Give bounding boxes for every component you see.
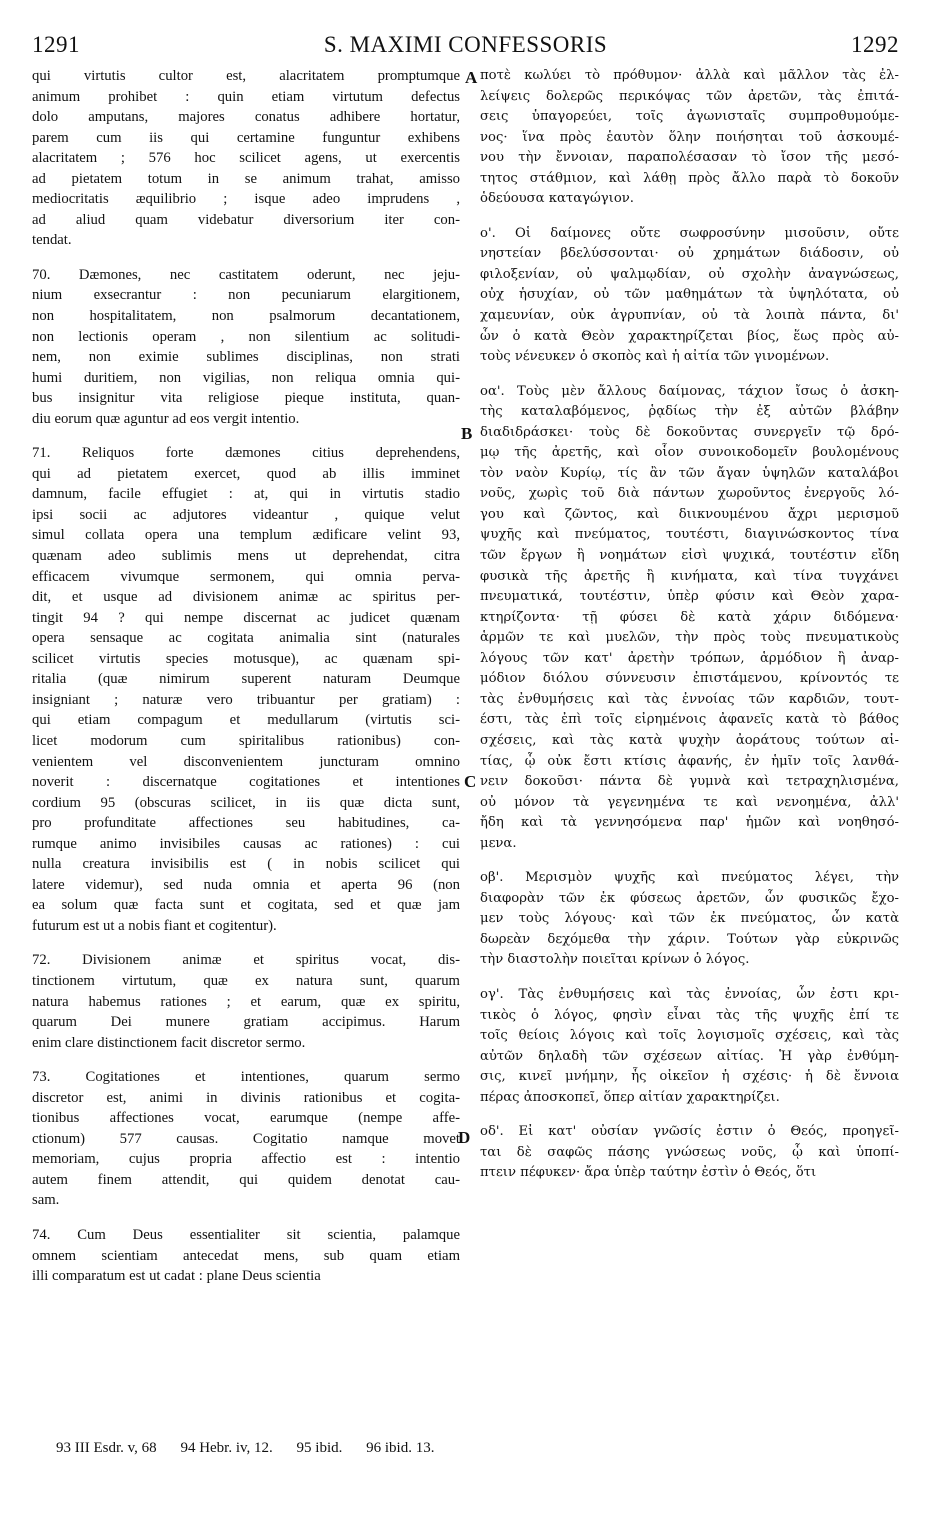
latin-text-line: animum prohibet : quin etiam virtutum defectus xyxy=(32,88,460,105)
greek-text-line: νηστείαν βδελύσσονται· οὐ χρημάτων διάδοσιν, οὐ xyxy=(480,246,899,262)
greek-text-line: τοὺς νένευκεν ὁ σκοπὸς καὶ ἡ αἰτία τῶν γινομένων. xyxy=(480,349,830,365)
latin-text-line: ea solum quæ facta sunt et cogitata, sed et quæ jam xyxy=(32,897,460,914)
latin-paragraph xyxy=(32,443,460,936)
latin-text-line: ipsi socii ac adjutores videantur , quique velut xyxy=(32,506,460,523)
latin-text-line: ctionum) 577 causas. Cogitatio namque movet xyxy=(32,1130,460,1147)
greek-text-line: διαδιδράσκει· τοὺς δὲ δοκοῦντας συνεργεῖν τῷ δρό- xyxy=(480,424,899,440)
greek-text-line: δωρεὰν δεχόμεθα τὴν χάριν. Τούτων γὰρ εὐκρινῶς xyxy=(480,931,899,947)
latin-paragraph xyxy=(32,1225,460,1287)
greek-text-line: ἁρμῶν τε καὶ μυελῶν, τὴν πρὸς τοὺς πνευματικοὺς xyxy=(480,630,899,646)
latin-paragraph xyxy=(32,1067,460,1211)
greek-paragraph xyxy=(480,224,899,368)
latin-text-line: diu eorum quæ aguntur ad eos vergit intentio. xyxy=(32,410,300,427)
latin-text-line: tinctionem virtutum, quæ ex natura sunt, quarum xyxy=(32,972,460,989)
footnote: 94 Hebr. iv, 12. xyxy=(180,1440,273,1456)
margin-letter-a: A xyxy=(465,68,478,87)
latin-text-line: 71. Reliquos forte dæmones citius deprehendens, xyxy=(32,445,460,462)
greek-text-line: ποτὲ κωλύει τὸ πρόθυμον· ἀλλὰ καὶ μᾶλλον τὰς ἐλ- xyxy=(480,68,899,83)
greek-text-line: έστι, τὰς ἐπὶ τοῖς εἰρημένοις ἀφανεῖς κατὰ τὸ βάθος xyxy=(480,712,899,728)
latin-text-line: noverit : discernatque cogitationes et intentiones xyxy=(32,774,460,791)
latin-text-line: qui ad pietatem exercet, quod ab illis imminet xyxy=(32,465,460,482)
greek-text-line: φιλοξενίαν, οὐ ψαλμῳδίαν, οὐ σχολὴν ἀναγνώσεως, xyxy=(480,266,899,282)
latin-text-line: simul collata opera una templum ædificare velint 93, xyxy=(32,527,460,544)
greek-paragraph xyxy=(480,868,899,971)
latin-text-line: 73. Cogitationes et intentiones, quarum sermo xyxy=(32,1069,460,1086)
greek-text-line: τῶν ἔργων ἢ νοημάτων εἰσὶ ψυχικά, τουτέστιν εἴδη xyxy=(480,548,899,564)
latin-text-line: ad pietatem totum in se animum trahat, amisso xyxy=(32,170,460,187)
latin-text-line: dit, et usque ad divisionem animæ ac spiritus per- xyxy=(32,589,460,606)
greek-text-line: ται δὲ σαφῶς πάσης γνώσεως νοῦς, ᾧ καὶ ὑποπί- xyxy=(480,1144,899,1160)
latin-text-line: quarum Dei munere gratiam accipimus. Harum xyxy=(32,1014,460,1031)
greek-text-line: νου τὴν ἔννοιαν, παραπολέσασαν τὸ ἴσον τῆς μεσό- xyxy=(480,150,899,166)
latin-text-line: efficacem vivumque sermonem, qui omnia perva- xyxy=(32,568,460,585)
latin-text-line: licet modorum cum spiritalibus rationibus) con- xyxy=(32,732,460,749)
latin-text-line: opera sensaque ac cogitata animalia sint (naturales xyxy=(32,630,460,647)
greek-paragraph xyxy=(480,382,899,855)
greek-text-line: ἤδη καὶ τὰ γεννησόμενα παρ' ἡμῶν καὶ νοηθησό- xyxy=(480,815,899,831)
greek-text-line: ογ'. Τὰς ἐνθυμήσεις καὶ τὰς ἐννοίας, ὧν ἐστι κρι- xyxy=(480,986,899,1002)
latin-text-line: natura habemus rationes ; et earum, quæ ex spiritu, xyxy=(32,993,460,1010)
latin-text-line: bus insignitur vita religiose pieque instituta, quan- xyxy=(32,390,460,407)
latin-text-line: memoriam, cujus propria affectio est : intentio xyxy=(32,1151,460,1168)
footnote: 96 ibid. 13. xyxy=(366,1440,435,1456)
greek-text-line: χαμευνίαν, οὐκ ἀγρυπνίαν, οὐ τὰ λοιπὰ πάντα, δι' xyxy=(480,308,899,324)
latin-text-line: 70. Dæmones, nec castitatem oderunt, nec jeju- xyxy=(32,266,460,283)
greek-text-line: λείψεις δολερῶς περικόψας τῶν ἀρετῶν, τὰς ἐπιτά- xyxy=(480,88,899,104)
latin-paragraph xyxy=(32,265,460,429)
running-title: S. MAXIMI CONFESSORIS xyxy=(323,32,608,57)
greek-text-line: οβ'. Μερισμὸν ψυχῆς καὶ πνεύματος λέγει, τὴν xyxy=(480,870,899,886)
greek-text-line: τοῖς θείοις λόγοις καὶ τοῖς λογισμοῖς σχέσεις, καὶ τὰς xyxy=(480,1028,899,1044)
greek-text-line: σις, κινεῖ μνήμην, ἧς οἰκεῖον ἡ σχέσις· ἡ δὲ ἔννοια xyxy=(480,1069,899,1085)
latin-text-line: quænam adeo sublimis mens ut deprehendat, citra xyxy=(32,548,460,565)
margin-letter-b: B xyxy=(461,424,473,443)
latin-text-line: non lectionis operam , non silentium ac solitudi- xyxy=(32,328,460,345)
greek-text-line: τίας, ᾧ οὐκ ἔστι κτίσις ἀφανής, ἐν ἡμῖν τοῖς λανθά- xyxy=(480,753,899,769)
greek-text-line: μεν τοὺς λόγους· καὶ τῶν ἐκ πνεύματος, ὧν κατὰ xyxy=(480,911,899,927)
greek-text-line: οδ'. Εἰ κατ' οὐσίαν γνῶσίς ἐστιν ὁ Θεός, προηγεῖ- xyxy=(480,1124,899,1140)
latin-text-line: cordium 95 (obscuras scilicet, in iis quæ dicta sunt, xyxy=(32,794,460,811)
greek-text-line: ψυχῆς καὶ πνεύματος, τουτέστι, διαγινώσκοντος τίνα xyxy=(480,527,899,543)
greek-text-line: ὁδεύουσα καταγώγιον. xyxy=(480,191,634,207)
latin-text-line: tionibus affectiones vocat, earumque (nempe affe- xyxy=(32,1110,460,1127)
latin-text-line: rumque animo invisibiles causas ac rationes) : cui xyxy=(32,835,460,852)
latin-text-line: insigniant ; naturæ vero tribuantur per gratiam) : xyxy=(32,691,460,708)
greek-text-line: σεις ὑπαγορεύει, τοῖς ἀγωνισταῖς συμπροθυμούμε- xyxy=(480,109,899,125)
greek-text-line: νειν δοκοῦσι· πάντα δὲ γυμνὰ καὶ τετραχηλισμένα, xyxy=(480,774,899,790)
greek-paragraph xyxy=(480,985,899,1108)
latin-text-line: autem finem attendit, qui quidem denotat cau- xyxy=(32,1171,460,1188)
margin-letter-d: D xyxy=(458,1128,471,1147)
latin-text-line: tendat. xyxy=(32,232,72,249)
latin-text-line: alacritatem ; 576 hoc scilicet agens, ut exercentis xyxy=(32,150,460,167)
latin-text-line: latere videmur), sed nuda omnia et aperta 96 (non xyxy=(32,876,460,893)
latin-text-line: mediocritatis æquilibrio ; isque adeo imprudens , xyxy=(32,191,460,208)
latin-text-line: venientem vel disconvenientem juncturam omnino xyxy=(32,753,460,770)
greek-text-line: μενα. xyxy=(480,835,517,851)
latin-paragraph xyxy=(32,66,460,251)
greek-text-line: τὴς καταλαβόμενος, ῥᾳδίως τὴν ἐξ αὐτῶν βλάβην xyxy=(480,404,899,420)
latin-text-line: nulla creatura invisibilis est ( in nobis scilicet qui xyxy=(32,856,460,873)
greek-text-line: πνευματικά, τουτέστιν, ὑπὲρ φύσιν καὶ Θεὸν χαρα- xyxy=(480,589,899,605)
page-number-right: 1292 xyxy=(851,32,899,57)
footnotes xyxy=(56,1440,454,1457)
greek-column xyxy=(480,66,899,1184)
latin-text-line: damnum, facile effugiet : at, qui in virtutis stadio xyxy=(32,486,460,503)
latin-text-line: discretor est, animi in divinis rationibus et cogita- xyxy=(32,1089,460,1106)
latin-text-line: ritalia (quæ nimirum superent naturam Deumque xyxy=(32,671,460,688)
greek-text-line: πτειν πέφυκεν· ἄρα ὑπὲρ ταύτην ἐστὶν ὁ Θεός, ὅτι xyxy=(480,1165,817,1181)
latin-text-line: 74. Cum Deus essentialiter sit scientia, palamque xyxy=(32,1226,460,1243)
margin-letter-c: C xyxy=(464,772,477,791)
greek-text-line: σχέσεις, καὶ τὰς κατὰ ψυχὴν ἀοράτους τούτων αἰ- xyxy=(480,732,899,748)
latin-text-line: dolo amputans, majores conatus adhibere hortatur, xyxy=(32,109,460,126)
greek-text-line: πέρας ἀποσκοπεῖ, ὅπερ αἰτίαν χαρακτηρίζει. xyxy=(480,1089,780,1105)
greek-paragraph xyxy=(480,66,899,210)
latin-text-line: qui etiam compagum et medullarum (virtutis sci- xyxy=(32,712,460,729)
latin-text-line: sam. xyxy=(32,1192,60,1209)
greek-text-line: τητος στάθμιον, καὶ λάθῃ πρὸς ἄλλο παρὰ τὸ δοκοῦν xyxy=(480,170,899,186)
running-header xyxy=(32,32,899,62)
greek-text-line: μῳ τῆς ἀρετῆς, καὶ οἷον συνοικοδομεῖν βουλομένους xyxy=(480,445,899,461)
greek-text-line: οὐχ ἡσυχίαν, οὐ τῶν μαθημάτων τὰ ὑψηλότατα, οὐ xyxy=(480,287,899,303)
greek-text-line: μόδιον διόλου σύννευσιν ἐπιστάμενου, κρίνοντός τε xyxy=(480,671,899,687)
greek-text-line: φυσικὰ τῆς ἀρετῆς ἢ κινήματα, καὶ τίνα τυγχάνει xyxy=(480,568,899,584)
greek-text-line: γου καὶ ζῶντος, καὶ διικνουμένου ἄχρι μερισμοῦ xyxy=(480,506,899,522)
greek-text-line: νος· ἵνα πρὸς ἑαυτὸν ὅλην ποιήσηται τοῦ ἀσκουμέ- xyxy=(480,129,899,145)
latin-column xyxy=(32,66,460,1287)
latin-text-line: futurum est ut a nobis fiant et cogitentur). xyxy=(32,917,277,934)
footnote: 95 ibid. xyxy=(296,1440,343,1456)
latin-text-line: non hospitalitatem, non psalmorum decantationem, xyxy=(32,308,460,325)
greek-text-line: τικὸς ὁ λόγος, φησὶν εἶναι τὰς τῆς ψυχῆς ἐπί τε xyxy=(480,1007,899,1023)
greek-text-line: οα'. Τοὺς μὲν ἄλλους δαίμονας, τάχιον ἴσως ὁ ἀσκη- xyxy=(480,383,899,399)
latin-text-line: nium exsecrantur : non pecuniarum elargitionem, xyxy=(32,287,460,304)
page-number-left: 1291 xyxy=(32,32,80,57)
latin-text-line: scilicet virtutis species motusque), ac quænam spi- xyxy=(32,650,460,667)
greek-text-line: τὴν διαστολὴν ποιεῖται κρίνων ὁ λόγος. xyxy=(480,952,750,968)
greek-text-line: οὐ μόνον τὰ γεγενημένα τε καὶ νενοημένα, ἀλλ' xyxy=(480,794,899,810)
greek-text-line: διαφορὰν τῶν ἐκ φύσεως ἀρετῶν, ὧν φυσικῶς ἔχο- xyxy=(480,890,899,906)
latin-text-line: tingit 94 ? qui nempe discernat ac judicet quænam xyxy=(32,609,460,626)
footnote: 93 III Esdr. v, 68 xyxy=(56,1440,157,1456)
latin-text-line: nem, non eximie sublimes disciplinas, non strati xyxy=(32,349,460,366)
latin-text-line: qui virtutis cultor est, alacritatem promptumque xyxy=(32,68,460,84)
latin-paragraph xyxy=(32,950,460,1053)
greek-text-line: ὧν ὁ κατὰ Θεὸν χαρακτηρίζεται βίος, ἕως πρὸς αὐ- xyxy=(480,328,899,344)
latin-text-line: enim clare distinctionem facit discretor sermo. xyxy=(32,1034,306,1051)
latin-text-line: omnem scientiam antecedat mens, sub quam etiam xyxy=(32,1247,460,1264)
latin-text-line: humi duritiem, non vigilias, non reliqua omnia qui- xyxy=(32,369,460,386)
greek-text-line: ο'. Οἱ δαίμονες οὔτε σωφροσύνην μισοῦσιν, οὔτε xyxy=(480,225,899,241)
latin-text-line: parem cum iis qui certamine funguntur exhibens xyxy=(32,129,460,146)
latin-text-line: ad aliud quam videbatur diversorium iter con- xyxy=(32,211,460,228)
greek-paragraph xyxy=(480,1122,899,1184)
greek-text-line: νοῦς, χωρὶς τοῦ διὰ πάντων χωροῦντος ἐνεργοῦς λό- xyxy=(480,486,899,502)
latin-text-line: 72. Divisionem animæ et spiritus vocat, dis- xyxy=(32,952,460,969)
greek-text-line: αὐτῶν δηλαδὴ τῶν σχέσεων αἰτίας. Ἡ γὰρ ἐνθύμη- xyxy=(480,1048,899,1064)
latin-text-line: illi comparatum est ut cadat : plane Deus scientia xyxy=(32,1268,321,1285)
greek-text-line: λόγους τῶν κατ' ἀρετὴν τρόπων, ἁρμόδιον ἢ ἀναρ- xyxy=(480,650,899,666)
greek-text-line: κτηρίζοντα· τῇ φύσει δὲ κατὰ χάριν διδόμενα· xyxy=(480,609,899,625)
greek-text-line: τὸν ναὸν Κυρίῳ, τίς ἂν τῶν ἄγαν ὑψηλῶν καταλάβοι xyxy=(480,465,899,481)
latin-text-line: pro profunditate affectiones seu habitudines, ca- xyxy=(32,815,460,832)
greek-text-line: τὰς ἐνθυμήσεις καὶ τὰς ἐννοίας τῶν καρδιῶν, τουτ- xyxy=(480,691,899,707)
